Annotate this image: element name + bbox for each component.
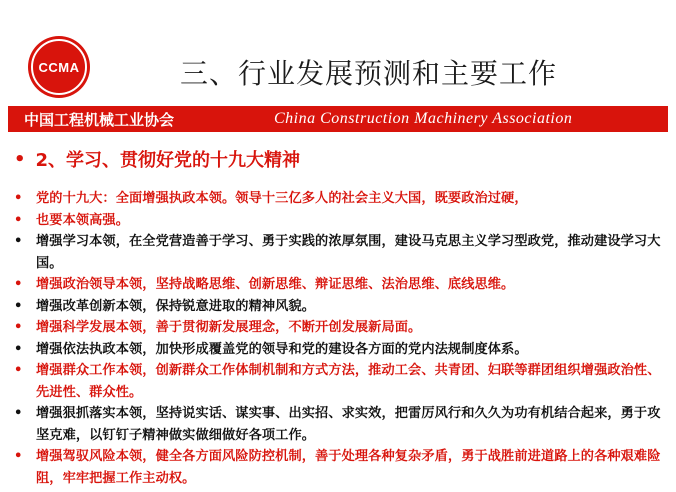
bullet-icon: •: [14, 320, 23, 335]
list-item: [12, 317, 668, 339]
list-item-text: 增强政治领导本领，坚持战略思维、创新思维、辩证思维、法治思维、底线思维。: [36, 277, 515, 292]
list-item-text: 增强改革创新本领，保持锐意进取的精神风貌。: [36, 298, 316, 314]
bullet-list: [12, 188, 668, 489]
list-item-text: 也要本领高强。: [36, 212, 130, 228]
section-heading-text: 2、学习、贯彻好党的十九大精神: [35, 150, 301, 171]
bullet-icon: •: [14, 212, 23, 228]
list-item: [12, 296, 668, 318]
bullet-icon: •: [14, 449, 23, 464]
list-item: [12, 446, 668, 489]
list-item-text: 党的十九大：全面增强执政本领。领导十三亿多人的社会主义大国，既要政治过硬，: [36, 191, 528, 206]
bullet-icon: •: [14, 191, 23, 206]
list-item-text: 增强驾驭风险本领，健全各方面风险防控机制，善于处理各种复杂矛盾，勇于战胜前进道路上的各种艰难险阻，牢牢把握工作主动权。: [36, 449, 661, 486]
list-item-text: 增强依法执政本领，加快形成覆盖党的领导和党的建设各方面的党内法规制度体系。: [36, 341, 528, 357]
bullet-icon: •: [14, 234, 23, 249]
list-item: [12, 339, 668, 361]
bullet-icon: •: [14, 148, 26, 170]
banner-chinese-name: 中国工程机械工业协会: [24, 110, 175, 129]
list-item-text: 增强狠抓落实本领，坚持说实话、谋实事、出实招、求实效，把雷厉风行和久久为功有机结合起来，勇于攻坚克难，以钉钉子精神做实做细做好各项工作。: [36, 406, 661, 443]
bullet-icon: •: [14, 363, 23, 378]
list-item: [12, 188, 668, 210]
list-item: [12, 210, 668, 232]
association-banner: [8, 106, 668, 132]
ccma-logo-text: CCMA: [31, 39, 87, 95]
bullet-icon: •: [14, 277, 23, 292]
banner-english-name: China Construction Machinery Association: [274, 110, 573, 127]
list-item: [12, 403, 668, 446]
list-item-text: 增强群众工作本领，创新群众工作体制机制和方式方法，推动工会、共青团、妇联等群团组织增强政治性、先进性、群众性。: [36, 363, 661, 400]
list-item-text: 增强科学发展本领，善于贯彻新发展理念，不断开创发展新局面。: [36, 320, 422, 335]
section-heading: [14, 146, 300, 172]
list-item: [12, 231, 668, 274]
bullet-icon: •: [14, 298, 23, 314]
page-title: 三、行业发展预测和主要工作: [180, 57, 558, 90]
bullet-icon: •: [14, 341, 23, 357]
list-item: [12, 274, 668, 296]
list-item: [12, 360, 668, 403]
list-item-text: 增强学习本领，在全党营造善于学习、勇于实践的浓厚氛围，建设马克思主义学习型政党，推动建设学习大国。: [36, 234, 661, 271]
bullet-icon: •: [14, 406, 23, 421]
